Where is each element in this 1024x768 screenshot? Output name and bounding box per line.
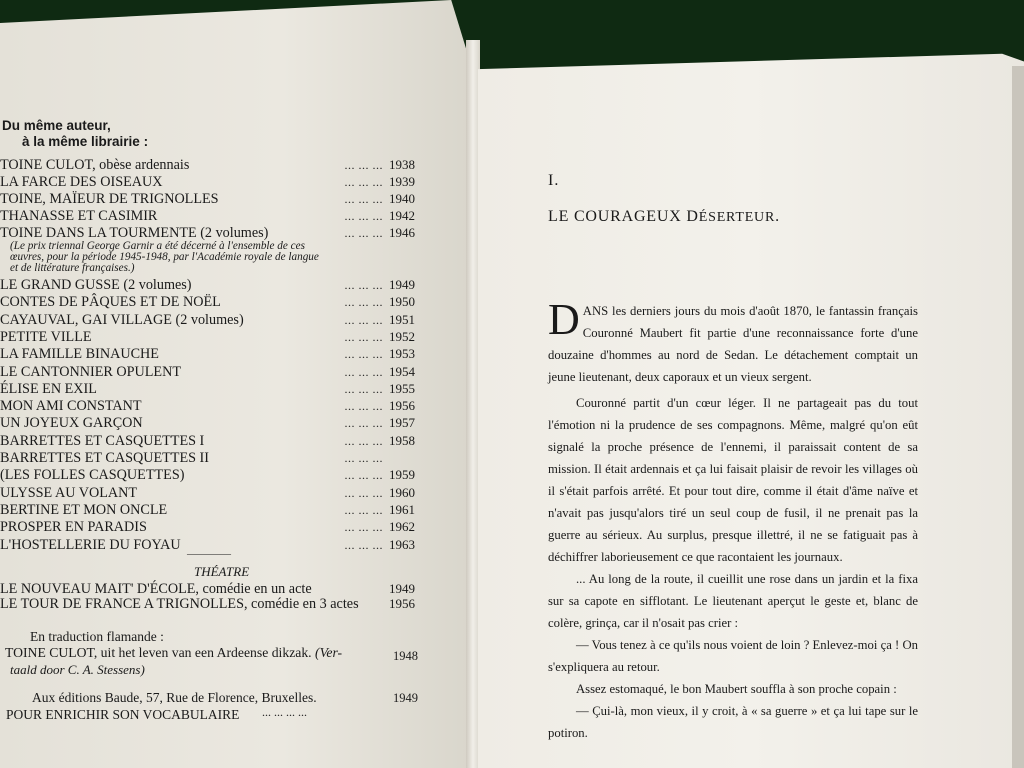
flemish-heading: En traduction flamande : xyxy=(30,629,164,644)
book-entry xyxy=(0,466,415,484)
baude-year: 1949 xyxy=(393,691,418,705)
dot-leader: ... ... ... xyxy=(344,468,383,483)
book-entry xyxy=(0,501,415,519)
dot-leader: ... ... ... ... xyxy=(262,705,307,719)
book-title: PETITE VILLE xyxy=(0,328,92,345)
flemish-text-italic: (Ver- xyxy=(315,645,343,660)
divider: ———— xyxy=(187,548,231,560)
dot-leader: ... ... ... xyxy=(344,226,383,240)
book-year: 1954 xyxy=(389,363,415,379)
book-title: CAYAUVAL, GAI VILLAGE (2 volumes) xyxy=(0,311,244,328)
chapter-body xyxy=(548,295,918,744)
paragraph-text: les derniers jours du mois d'août 1870, le fantassin français Couronné Maubert fit partie d'une reconnaissance forte d'une douzaine d'hommes au nord de Sedan. Le détachement comptait un jeune lieutenant, deux caporaux et un vieux sergent. xyxy=(548,304,918,384)
drop-cap: D xyxy=(548,295,580,344)
book-entry xyxy=(0,518,415,536)
book-year: 1942 xyxy=(389,208,415,223)
book-year: 1939 xyxy=(389,174,415,189)
paragraph: Couronné partit d'un cœur léger. Il ne partageait pas du tout l'émotion ni la prudence de ses compagnons. Même, malgré qu'on eût signalé la proche présence de l'ennemi, il paraissait content de sa mission. Il était ardennais et ça lui faisait plaisir de revoir les villages où il s'était parfois arrêté. Et pour tout dire, comme il était d'âme naïve et n'avait pas jusqu'alors tiré un seul coup de fusil, il ne prenait pas la guerre au sérieux. Au surplus, presque illettré, il ne se fatiguait pas à déchiffrer laborieusement ce que racontaient les journaux. xyxy=(548,396,918,564)
dot-leader: ... ... ... xyxy=(344,416,383,431)
note-line: et de littérature françaises.) xyxy=(10,262,135,274)
book-entry xyxy=(0,207,415,225)
book-year: 1949 xyxy=(389,277,415,292)
book-year: 1940 xyxy=(389,191,415,206)
book-title: LE CANTONNIER OPULENT xyxy=(0,363,182,380)
book-title: MON AMI CONSTANT xyxy=(0,398,142,415)
dot-leader: ... ... ... xyxy=(344,399,383,414)
book-year: 1938 xyxy=(389,157,415,172)
book-title: LA FARCE DES OISEAUX xyxy=(0,174,163,190)
book-title: UN JOYEUX GARÇON xyxy=(0,415,143,432)
chapter-title xyxy=(548,208,780,226)
book-year: 1959 xyxy=(389,467,415,483)
book-year: 1955 xyxy=(389,380,415,396)
dot-leader: ... ... ... xyxy=(344,312,383,327)
book-title: ULYSSE AU VOLANT xyxy=(0,484,138,501)
flemish-text: TOINE CULOT, uit het leven van een Ardeense dikzak. xyxy=(5,645,312,660)
flemish-year: 1948 xyxy=(393,649,418,663)
dot-leader: ... ... ... xyxy=(344,278,383,292)
book-year: 1956 xyxy=(389,596,415,611)
dot-leader: ... ... ... xyxy=(344,520,383,535)
baude-title: POUR ENRICHIR SON VOCABULAIRE xyxy=(6,707,240,722)
book-entry xyxy=(0,432,415,450)
book-year: 1952 xyxy=(389,328,415,344)
paragraph: ... Au long de la route, il cueillit une rose dans un jardin et la fixa sur sa capote en sifflotant. Le lieutenant aperçut le geste et, blanc de colère, grinça, car il n'osait pas crier : xyxy=(548,572,918,630)
dot-leader: ... ... ... xyxy=(344,295,383,310)
book-entry xyxy=(0,276,415,294)
book-year: 1951 xyxy=(389,311,415,327)
note-line: (Le prix triennal George Garnir a été décerné à l'ensemble de ces xyxy=(10,240,305,252)
lead-word: ANS xyxy=(582,304,609,318)
paragraph xyxy=(548,295,918,388)
book-title: LE TOUR DE FRANCE A TRIGNOLLES, comédie en 3 actes xyxy=(0,596,359,612)
book-entry xyxy=(0,397,415,415)
page-edge xyxy=(1012,66,1024,768)
dot-leader: ... ... ... xyxy=(344,433,383,448)
book-entry xyxy=(0,293,415,311)
dot-leader: ... ... ... xyxy=(344,209,383,223)
dot-leader: ... ... ... xyxy=(344,175,383,189)
chapter-title-part: ÉSERTEUR xyxy=(698,210,776,225)
book-year: 1950 xyxy=(389,294,415,310)
dot-leader: ... ... ... xyxy=(344,364,383,379)
chapter-title-part: . xyxy=(775,208,780,225)
book-title: THANASSE ET CASIMIR xyxy=(0,208,158,224)
heading-line-1: Du même auteur, xyxy=(2,118,111,133)
book-entry xyxy=(0,345,415,363)
book-entry xyxy=(0,173,415,191)
heading-line-2: à la même librairie : xyxy=(22,134,149,149)
book-entry xyxy=(0,363,415,381)
dot-leader: ... ... ... xyxy=(344,192,383,206)
dot-leader: ... ... ... xyxy=(344,537,383,552)
book-title: BERTINE ET MON ONCLE xyxy=(0,501,168,518)
baude-line: Aux éditions Baude, 57, Rue de Florence, Bruxelles. xyxy=(32,690,317,705)
book-entry xyxy=(0,595,415,613)
book-year: 1953 xyxy=(389,346,415,362)
dot-leader: ... ... ... xyxy=(344,485,383,500)
paragraph: Assez estomaqué, le bon Maubert souffla à son proche copain : xyxy=(576,682,897,696)
dot-leader: ... ... ... xyxy=(344,329,383,344)
flemish-line-2: taald door C. A. Stessens) xyxy=(10,662,145,677)
dot-leader: ... ... ... xyxy=(344,158,383,172)
book-entry xyxy=(0,156,415,174)
chapter-title-part: LE COURAGEUX D xyxy=(548,208,699,225)
note-line: œuvres, pour la période 1945-1948, par l'Académie royale de langue xyxy=(10,251,319,263)
book-year: 1957 xyxy=(389,415,415,431)
book-title: LA FAMILLE BINAUCHE xyxy=(0,346,159,363)
paragraph: — Çui-là, mon vieux, il y croit, à « sa guerre » et ça lui tape sur le potiron. xyxy=(548,704,918,740)
book-title: ÉLISE EN EXIL xyxy=(0,380,97,397)
book-year: 1949 xyxy=(389,581,415,596)
chapter-number: I. xyxy=(548,172,560,189)
dot-leader: ... ... ... xyxy=(344,381,383,396)
book-year: 1946 xyxy=(389,225,415,240)
book-title: TOINE, MAÏEUR DE TRIGNOLLES xyxy=(0,191,219,207)
dot-leader: ... ... ... xyxy=(344,451,383,465)
book-entry xyxy=(0,380,415,398)
book-year: 1960 xyxy=(389,484,415,500)
theatre-heading: THÉATRE xyxy=(194,564,250,579)
book-title: (LES FOLLES CASQUETTES) xyxy=(0,467,185,484)
book-gutter xyxy=(466,40,480,768)
book-entry xyxy=(0,311,415,329)
book-title: TOINE DANS LA TOURMENTE (2 volumes) xyxy=(0,225,269,241)
book-title: PROSPER EN PARADIS xyxy=(0,519,147,536)
paragraph: — Vous tenez à ce qu'ils nous voient de loin ? Enlevez-moi ça ! On s'expliquera au retour. xyxy=(548,638,918,674)
book-title: TOINE CULOT, obèse ardennais xyxy=(0,157,190,173)
dot-leader: ... ... ... xyxy=(344,347,383,362)
book-year: 1963 xyxy=(389,536,415,552)
dot-leader: ... ... ... xyxy=(344,502,383,517)
book-title: CONTES DE PÂQUES ET DE NOËL xyxy=(0,294,221,311)
book-year: 1962 xyxy=(389,519,415,535)
book-entry xyxy=(0,328,415,346)
book-entry xyxy=(0,449,415,467)
book-title: BARRETTES ET CASQUETTES II xyxy=(0,450,210,466)
book-title: LE GRAND GUSSE (2 volumes) xyxy=(0,277,192,293)
flemish-line-1 xyxy=(5,644,342,661)
book-year: 1958 xyxy=(389,432,415,448)
book-year: 1956 xyxy=(389,398,415,414)
book-title: L'HOSTELLERIE DU FOYAU xyxy=(0,536,181,553)
book-year: 1961 xyxy=(389,501,415,517)
book-entry xyxy=(0,484,415,502)
book-title: LE NOUVEAU MAIT' D'ÉCOLE, comédie en un acte xyxy=(0,581,312,597)
book-title: BARRETTES ET CASQUETTES I xyxy=(0,432,205,449)
book-entry xyxy=(0,190,415,208)
book-entry xyxy=(0,414,415,432)
